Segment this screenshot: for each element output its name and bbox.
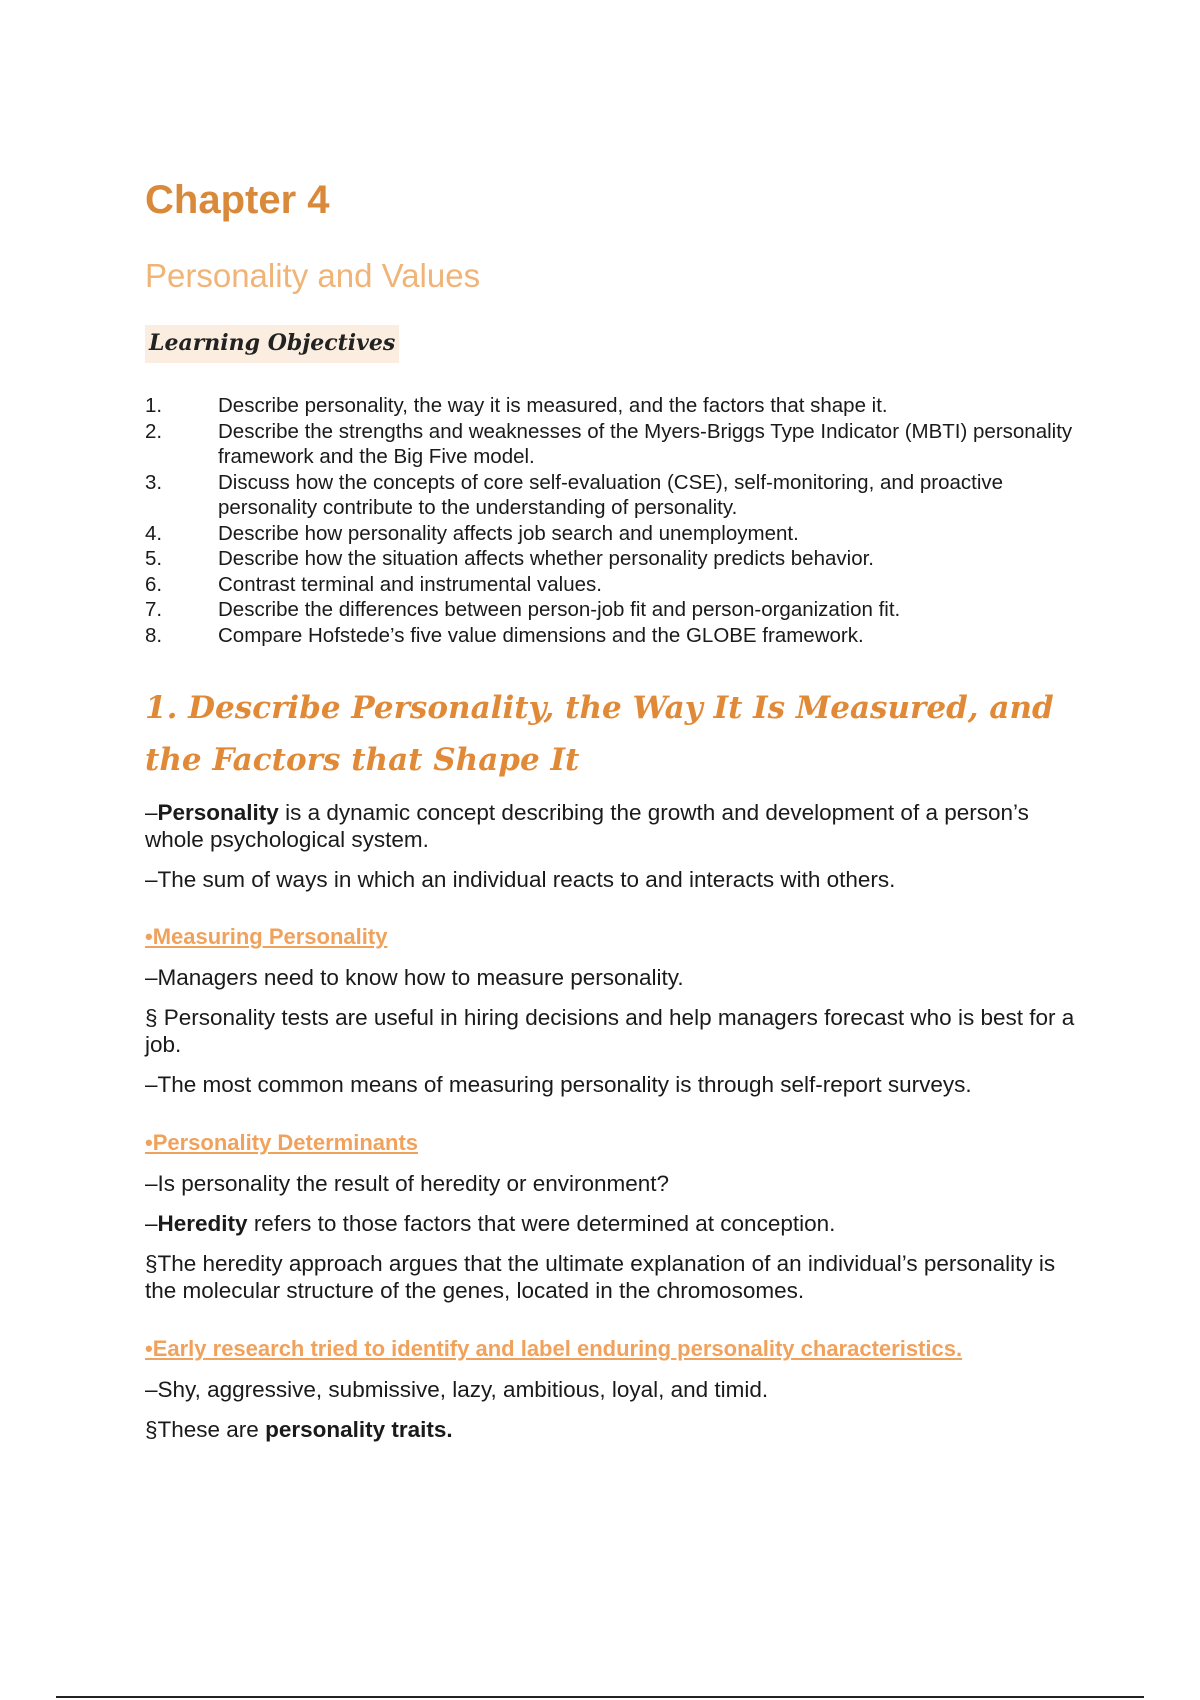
list-item-text: Compare Hofstede’s five value dimensions and the GLOBE framework. xyxy=(218,623,864,647)
list-item-text: Discuss how the concepts of core self-evaluation (CSE), self-monitoring, and proactive personality contribute to the understanding of personality. xyxy=(218,470,1004,519)
list-item xyxy=(145,419,1075,470)
bottom-divider xyxy=(56,1696,1144,1698)
paragraph: –Shy, aggressive, submissive, lazy, ambitious, loyal, and timid. xyxy=(145,1377,769,1402)
paragraph: –The sum of ways in which an individual reacts to and interacts with others. xyxy=(145,867,896,892)
paragraph-text: is a dynamic concept describing the growth and development of a person’s whole psychological system. xyxy=(145,800,1029,852)
chapter-subtitle: Personality and Values xyxy=(145,257,481,294)
measuring-section xyxy=(145,964,1075,1098)
list-item-text: Describe the strengths and weaknesses of the Myers-Briggs Type Indicator (MBTI) personality framework and the Big Five model. xyxy=(218,419,1073,468)
list-item-text: Describe personality, the way it is measured, and the factors that shape it. xyxy=(218,394,888,417)
personality-definition xyxy=(145,799,1075,893)
paragraph xyxy=(145,1210,1075,1237)
list-item-number: 1. xyxy=(145,394,163,417)
list-item-number: 7. xyxy=(145,598,163,621)
list-item-number: 8. xyxy=(145,623,163,647)
list-item xyxy=(145,470,1075,521)
learning-objectives-list xyxy=(145,393,1075,648)
personality-determinants-link[interactable]: •Personality Determinants xyxy=(145,1130,419,1155)
term-personality: Personality xyxy=(157,800,279,825)
measuring-personality-link[interactable]: •Measuring Personality xyxy=(145,924,388,949)
list-item-number: 2. xyxy=(145,419,163,443)
list-item xyxy=(145,623,1075,649)
list-item-text: Describe the differences between person-job fit and person-organization fit. xyxy=(218,598,901,621)
term-heredity: Heredity xyxy=(157,1211,248,1236)
learning-objectives-heading: Learning Objectives xyxy=(145,325,399,363)
chapter-title: Chapter 4 xyxy=(145,178,330,222)
list-item-number: 3. xyxy=(145,470,163,494)
paragraph: –The most common means of measuring personality is through self-report surveys. xyxy=(145,1072,972,1097)
list-item-number: 5. xyxy=(145,547,163,570)
paragraph: § Personality tests are useful in hiring decisions and help managers forecast who is best for a job. xyxy=(145,1005,1075,1057)
paragraph-text: §These are xyxy=(145,1417,266,1442)
early-research-section xyxy=(145,1376,1075,1443)
list-item-text: Describe how personality affects job search and unemployment. xyxy=(218,521,799,545)
list-item-number: 4. xyxy=(145,521,163,545)
paragraph xyxy=(145,1416,1075,1443)
paragraph xyxy=(145,799,1075,853)
dash-prefix: – xyxy=(145,800,158,825)
list-item-text: Contrast terminal and instrumental values. xyxy=(218,572,602,596)
list-item-text: Describe how the situation affects whether personality predicts behavior. xyxy=(218,547,874,570)
paragraph: –Is personality the result of heredity or environment? xyxy=(145,1171,670,1196)
early-research-link[interactable]: •Early research tried to identify and label enduring personality characteristics. xyxy=(145,1336,963,1361)
paragraph-text: refers to those factors that were determined at conception. xyxy=(247,1211,836,1236)
section-heading: 1. Describe Personality, the Way It Is Measured, and the Factors that Shape It xyxy=(145,690,1054,778)
list-item-number: 6. xyxy=(145,572,163,596)
paragraph: §The heredity approach argues that the ultimate explanation of an individual’s personality is the molecular structure of the genes, located in the chromosomes. xyxy=(145,1251,1056,1303)
list-item xyxy=(145,546,1075,572)
list-item xyxy=(145,521,1075,547)
determinants-section xyxy=(145,1170,1075,1304)
list-item xyxy=(145,572,1075,598)
list-item xyxy=(145,597,1075,623)
term-personality-traits: personality traits. xyxy=(265,1417,453,1442)
paragraph: –Managers need to know how to measure personality. xyxy=(145,965,684,990)
list-item xyxy=(145,393,1075,419)
dash-prefix: – xyxy=(145,1211,158,1236)
